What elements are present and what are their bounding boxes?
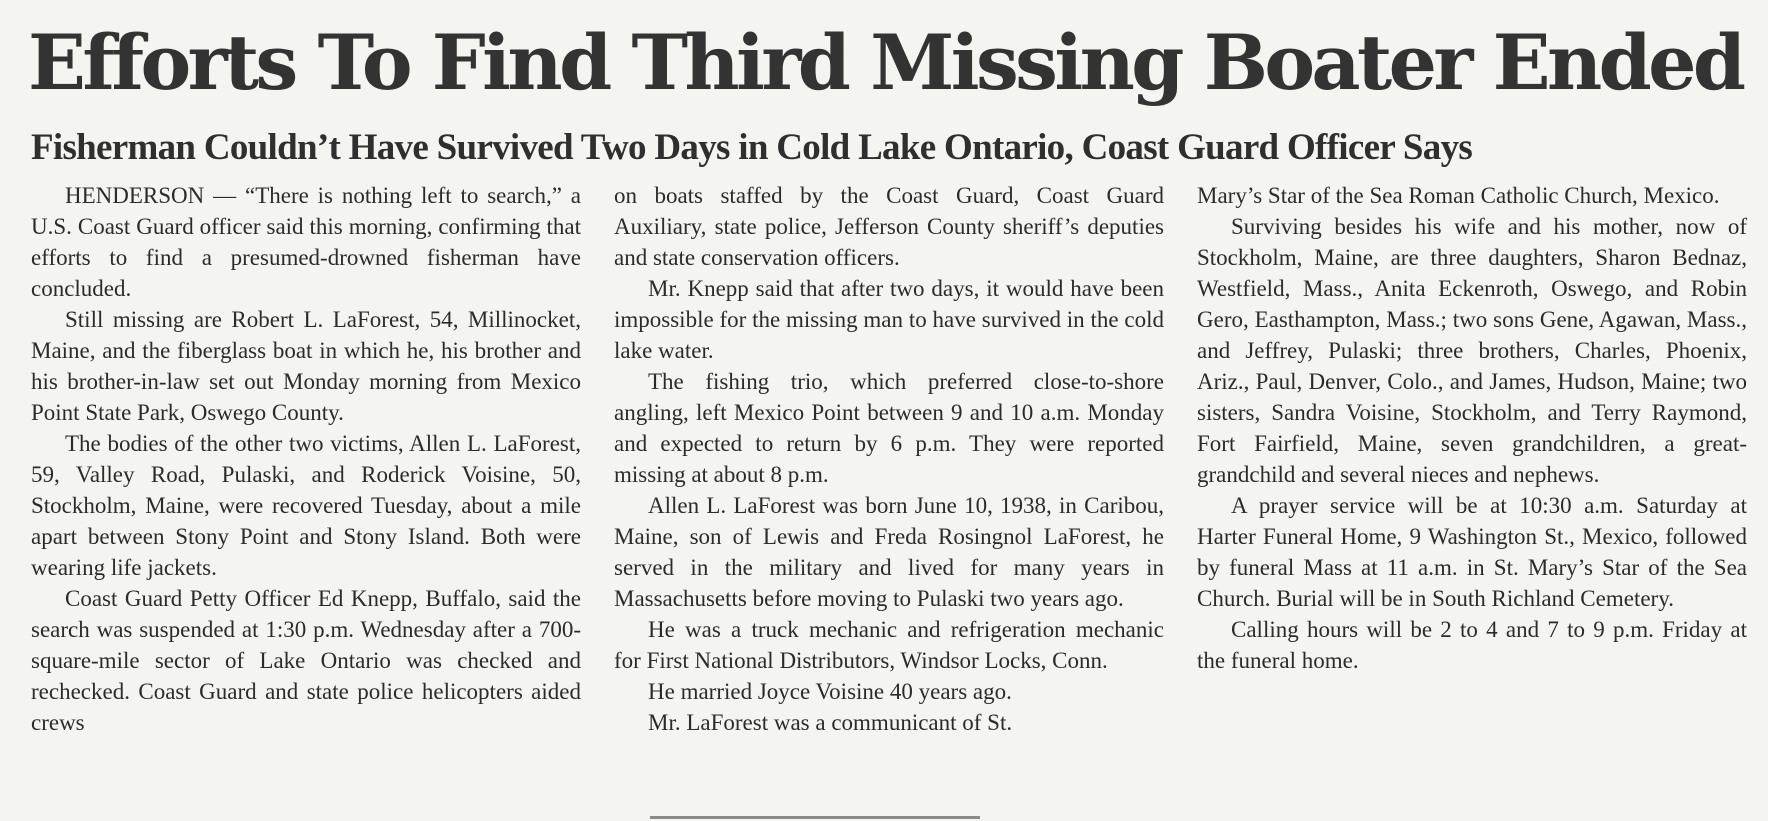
column-1 xyxy=(31,180,581,738)
paragraph: The fishing trio, which preferred close-to-shore angling, left Mexico Point between 9 and 10 a.m. Monday and expected to return by 6 p.m. They were reported missing at about 8 p.m. xyxy=(614,369,1164,487)
paragraph: Surviving besides his wife and his mother, now of Stockholm, Maine, are three daughters, Sharon Bednaz, Westfield, Mass., Anita Eckenroth, Oswego, and Robin Gero, Easthampton, Mass.; two sons Gene, Agawan, Mass., and Jeffrey, Pulaski; three brothers, Charles, Phoenix, Ariz., Paul, Denver, Colo., and James, Hudson, Maine; two sisters, Sandra Voisine, Stockholm, and Terry Raymond, Fort Fairfield, Maine, seven grandchildren, a great-grandchild and several nieces and nephews. xyxy=(1197,214,1747,487)
column-3 xyxy=(1197,180,1747,738)
article-body xyxy=(31,180,1747,738)
paragraph: Allen L. LaForest was born June 10, 1938, in Caribou, Maine, son of Lewis and Freda Rosingnol LaForest, he served in the military and lived for many years in Massachusetts before moving to Pulaski two years ago. xyxy=(614,493,1164,611)
paragraph: Mr. Knepp said that after two days, it would have been impossible for the missing man to have survived in the cold lake water. xyxy=(614,276,1164,363)
paragraph: Coast Guard Petty Officer Ed Knepp, Buffalo, said the search was suspended at 1:30 p.m. Wednesday after a 700-square-mile sector of Lake Ontario was checked and rechecked. Coast Guard and state police helicopters aided crews xyxy=(31,586,581,735)
headline: Efforts To Find Third Missing Boater Ended xyxy=(28,18,1743,107)
paragraph: A prayer service will be at 10:30 a.m. Saturday at Harter Funeral Home, 9 Washington St., Mexico, followed by funeral Mass at 11 a.m. in St. Mary’s Star of the Sea Church. Burial will be in South Richland Cemetery. xyxy=(1197,493,1747,611)
paragraph-continued: Mary’s Star of the Sea Roman Catholic Church, Mexico. xyxy=(1197,183,1720,208)
paragraph: Still missing are Robert L. LaForest, 54, Millinocket, Maine, and the fiberglass boat in which he, his brother and his brother-in-law set out Monday morning from Mexico Point State Park, Oswego County. xyxy=(31,307,581,425)
paragraph-continued: on boats staffed by the Coast Guard, Coast Guard Auxiliary, state police, Jefferson County sheriff’s deputies and state conservation officers. xyxy=(614,183,1164,270)
paragraph: The bodies of the other two victims, Allen L. LaForest, 59, Valley Road, Pulaski, and Roderick Voisine, 50, Stockholm, Maine, were recovered Tuesday, about a mile apart between Stony Point and Stony Island. Both were wearing life jackets. xyxy=(31,431,581,580)
paragraph: He was a truck mechanic and refrigeration mechanic for First National Distributors, Windsor Locks, Conn. xyxy=(614,617,1164,673)
paragraph: He married Joyce Voisine 40 years ago. xyxy=(648,679,1012,704)
bottom-divider xyxy=(650,816,980,819)
paragraph: HENDERSON — “There is nothing left to search,” a U.S. Coast Guard officer said this morning, confirming that efforts to find a presumed-drowned fisherman have concluded. xyxy=(31,183,581,301)
paragraph: Calling hours will be 2 to 4 and 7 to 9 p.m. Friday at the funeral home. xyxy=(1197,617,1747,673)
subheadline: Fisherman Couldn’t Have Survived Two Days in Cold Lake Ontario, Coast Guard Officer Says xyxy=(31,127,1473,168)
paragraph: Mr. LaForest was a communicant of St. xyxy=(648,710,1013,735)
column-2 xyxy=(614,180,1164,738)
